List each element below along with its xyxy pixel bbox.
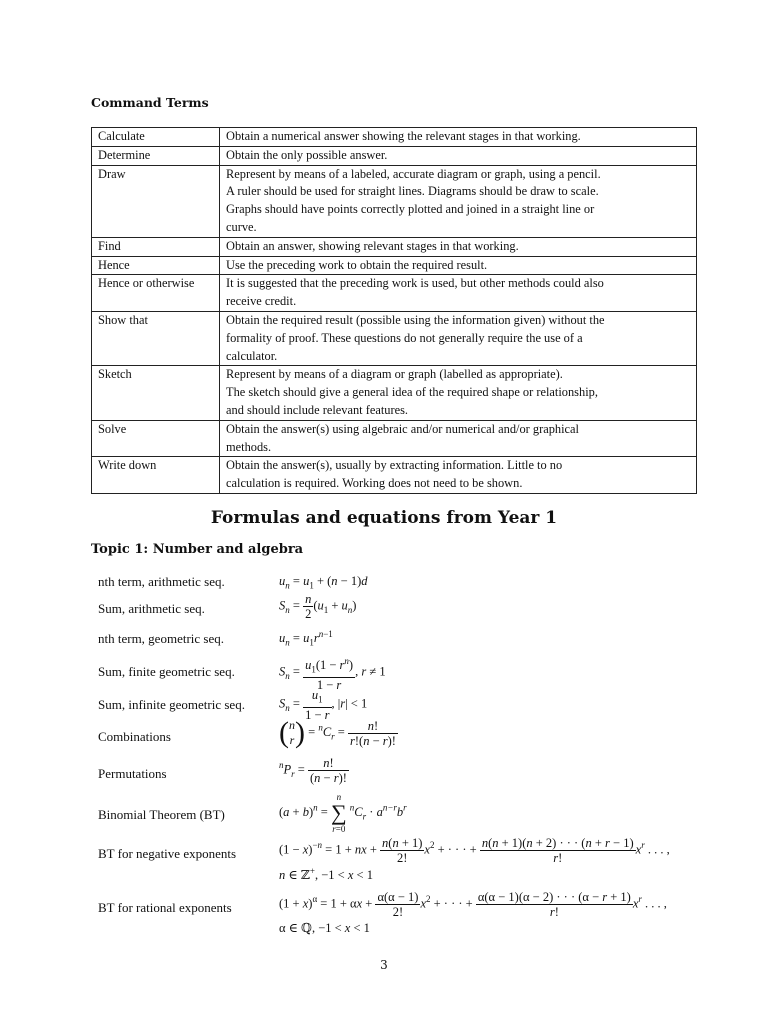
definition-line: receive credit. <box>226 294 297 309</box>
definition-line: Obtain an answer, showing relevant stages in that working. <box>226 238 519 253</box>
definition-line: Represent by means of a diagram or graph (labelled as appropriate). <box>226 367 563 382</box>
command-term-row <box>92 165 697 237</box>
command-term: Show that <box>92 311 220 365</box>
command-definition <box>220 237 697 256</box>
command-term-row <box>92 237 697 256</box>
label-bt-rational: BT for rational exponents <box>98 900 232 915</box>
command-terms-heading: Command Terms <box>91 95 209 110</box>
definition-line: Obtain the answer(s), usually by extracting information. Little to no <box>226 458 563 473</box>
formula-sum-finite-geom: $S_n$ = $\frac{u_1(1 - r^n)}{1 - r}$ , r ≠ 1 <box>279 656 386 692</box>
formula-sum-arith: $S_n$ = $\frac{n}{2}$ $(u_1 + u_n)$ <box>279 592 357 621</box>
definition-line: calculator. <box>226 348 278 363</box>
command-term: Determine <box>92 146 220 165</box>
formula-nth-arith: $u_n = u_1 + (n - 1)d$ <box>279 574 368 591</box>
command-term-row <box>92 146 697 165</box>
topic-title: Topic 1: Number and algebra <box>91 542 304 557</box>
definition-line: calculation is required. Working does not need to be shown. <box>226 476 523 491</box>
formula-bt-negative: $(1 - x)^{-n} = 1$ + nx + $\frac{n(n + 1)}{2!}$ $x^2$ + · · · + $\frac{n(n + 1)(n + 2) \cdot \cdot \cdot (n + r - 1)}{r!}$ $x^r$ . . . , <box>279 836 670 865</box>
command-term: Find <box>92 237 220 256</box>
command-term: Sketch <box>92 366 220 420</box>
command-definition <box>220 457 697 494</box>
definition-line: methods. <box>226 439 272 454</box>
command-term-row <box>92 457 697 494</box>
label-sum-infinite-geom: Sum, infinite geometric seq. <box>98 697 245 712</box>
formula-combinations: (n $r) = ^nC_r$ = $\frac{n!}{r!(n - r)!}$ <box>279 716 396 749</box>
label-nth-arith: nth term, arithmetic seq. <box>98 574 225 589</box>
command-definition <box>220 311 697 365</box>
label-sum-arith: Sum, arithmetic seq. <box>98 601 205 616</box>
definition-line: Obtain the only possible answer. <box>226 147 388 162</box>
definition-line: Obtain the answer(s) using algebraic and/or numerical and/or graphical <box>226 421 579 436</box>
command-term: Hence or otherwise <box>92 275 220 312</box>
definition-line: Obtain the required result (possible using the information given) without the <box>226 312 605 327</box>
command-term-row <box>92 128 697 147</box>
command-definition <box>220 128 697 147</box>
definition-line: Represent by means of a labeled, accurate diagram or graph, using a pencil. <box>226 166 601 181</box>
command-definition <box>220 275 697 312</box>
command-term-row <box>92 256 697 275</box>
command-term-row <box>92 420 697 457</box>
formula-bt-rational: $(1 + x)^\alpha = 1 + \alpha x$ + $\frac{\alpha(\alpha - 1)}{2!}$ $x^2$ + · · · + $\frac{\alpha(\alpha - 1)(\alpha - 2) \cdot \cdot \cdot (\alpha - r + 1)}{r!}$ $x^r$ . . . , <box>279 890 667 919</box>
command-term: Write down <box>92 457 220 494</box>
command-definition <box>220 256 697 275</box>
section-title: Formulas and equations from Year 1 <box>210 508 558 528</box>
label-bt-negative: BT for negative exponents <box>98 846 237 861</box>
definition-line: A ruler should be used for straight lines. Diagrams should be draw to scale. <box>226 184 599 199</box>
formula-bt-rational-condition: α ∈ ℚ, −1 < x < 1 <box>279 921 370 935</box>
formula-bt-negative-condition: n ∈ ℤ+, −1 < x < 1 <box>279 866 373 883</box>
formula-permutations: $^nP_r$ = $\frac{n!}{(n - r)!}$ <box>279 756 347 785</box>
label-binomial: Binomial Theorem (BT) <box>98 807 225 822</box>
formula-sum-infinite-geom: $S_n$ = $\frac{u_1}{1 - r}$ , |r| < 1 <box>279 688 368 722</box>
command-definition <box>220 165 697 237</box>
definition-line: Use the preceding work to obtain the required result. <box>226 257 488 272</box>
definition-line: and should include relevant features. <box>226 402 409 417</box>
command-definition <box>220 366 697 420</box>
command-terms-table <box>91 127 697 494</box>
definition-line: Obtain a numerical answer showing the relevant stages in that working. <box>226 129 581 143</box>
command-definition <box>220 420 697 457</box>
command-term-row <box>92 366 697 420</box>
formula-nth-geom: $u_n = u_1r^{n-1}$ <box>279 629 333 648</box>
label-sum-finite-geom: Sum, finite geometric seq. <box>98 664 235 679</box>
command-term-row <box>92 275 697 312</box>
label-permutations: Permutations <box>98 766 167 781</box>
label-combinations: Combinations <box>98 729 171 744</box>
definition-line: The sketch should give a general idea of the required shape or relationship, <box>226 385 598 400</box>
definition-line: It is suggested that the preceding work is used, but other methods could also <box>226 276 604 291</box>
formula-binomial: $(a + b)^n$ = n ∑ r=0 $^nC_r \cdot a^{n-r}b^r$ <box>279 792 407 834</box>
command-definition <box>220 146 697 165</box>
command-term: Draw <box>92 165 220 237</box>
command-term: Calculate <box>92 128 220 147</box>
command-term: Solve <box>92 420 220 457</box>
command-term-row <box>92 311 697 365</box>
label-nth-geom: nth term, geometric seq. <box>98 631 224 646</box>
definition-line: Graphs should have points correctly plotted and joined in a straight line or <box>226 202 595 217</box>
definition-line: curve. <box>226 219 257 234</box>
definition-line: formality of proof. These questions do not generally require the use of a <box>226 330 583 345</box>
page-number: 3 <box>380 958 388 972</box>
command-term: Hence <box>92 256 220 275</box>
